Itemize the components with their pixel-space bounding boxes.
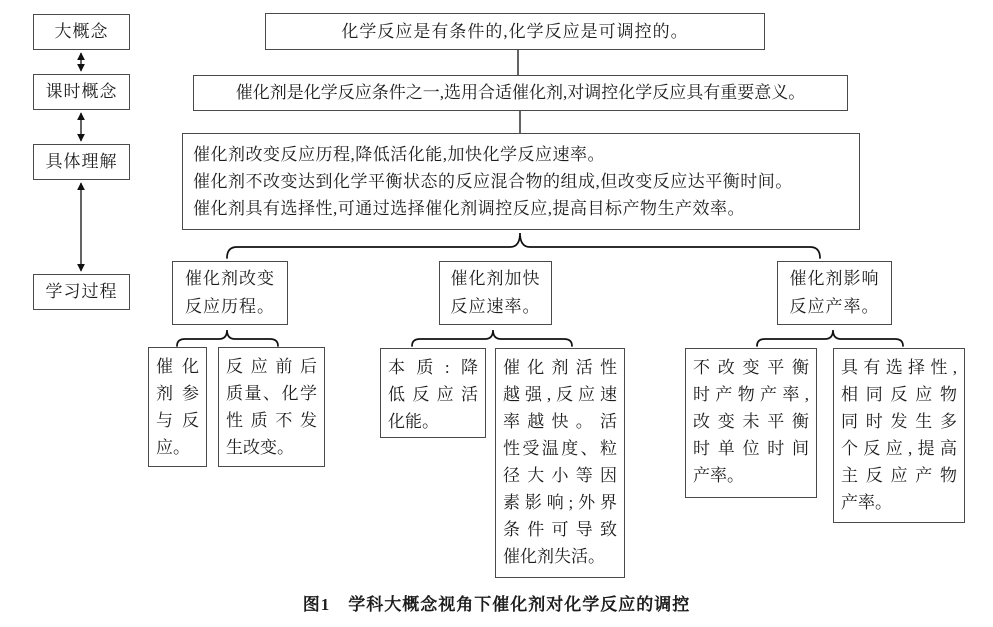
rail-box-concrete-understanding: 具体理解: [33, 144, 130, 180]
rail-box-big-concept: 大概念: [33, 14, 130, 50]
understanding-box: 催化剂改变反应历程,降低活化能,加快化学反应速率。 催化剂不改变达到化学平衡状态的反应混合物的组成,但改变反应达平衡时间。 催化剂具有选择性,可通过选择催化剂调控反应,提高目标产物生产效率。: [182, 133, 860, 230]
leaf-box-catalyst-participates: 催化 剂参 与反 应。: [148, 347, 207, 467]
branch-1-brace: [177, 330, 278, 346]
main-brace: [227, 233, 820, 258]
branch-3-brace: [757, 330, 903, 346]
figure-caption: 图1 学科大概念视角下催化剂对化学反应的调控: [302, 595, 691, 614]
leaf-box-equilibrium-yield: 不改变平衡 时产物产率, 改变未平衡 时单位时间 产率。: [685, 348, 817, 498]
leaf-box-lower-activation-energy: 本质:降 低反应活 化能。: [380, 348, 486, 438]
branch-head-reaction-yield: 催化剂影响 反应产率。: [777, 261, 892, 325]
leaf-box-catalyst-activity: 催化剂活性 越强,反应速 率越快。活 性受温度、粒 径大小等因 素影响;外界 条件可导致 催化剂失活。: [495, 348, 625, 578]
branch-head-reaction-pathway: 催化剂改变 反应历程。: [172, 261, 288, 325]
rail-box-learning-process: 学习过程: [33, 274, 130, 310]
lesson-idea-box: 催化剂是化学反应条件之一,选用合适催化剂,对调控化学反应具有重要意义。: [193, 75, 848, 111]
rail-box-lesson-concept: 课时概念: [33, 74, 130, 110]
leaf-box-selectivity: 具有选择性, 相同反应物 同时发生多 个反应,提高 主反应产物 产率。: [833, 348, 965, 523]
leaf-box-mass-properties-unchanged: 反应前后 质量、化学 性质不发 生改变。: [218, 347, 325, 467]
branch-head-reaction-rate: 催化剂加快 反应速率。: [439, 261, 552, 325]
big-idea-box: 化学反应是有条件的,化学反应是可调控的。: [265, 13, 765, 50]
branch-2-brace: [412, 330, 572, 346]
